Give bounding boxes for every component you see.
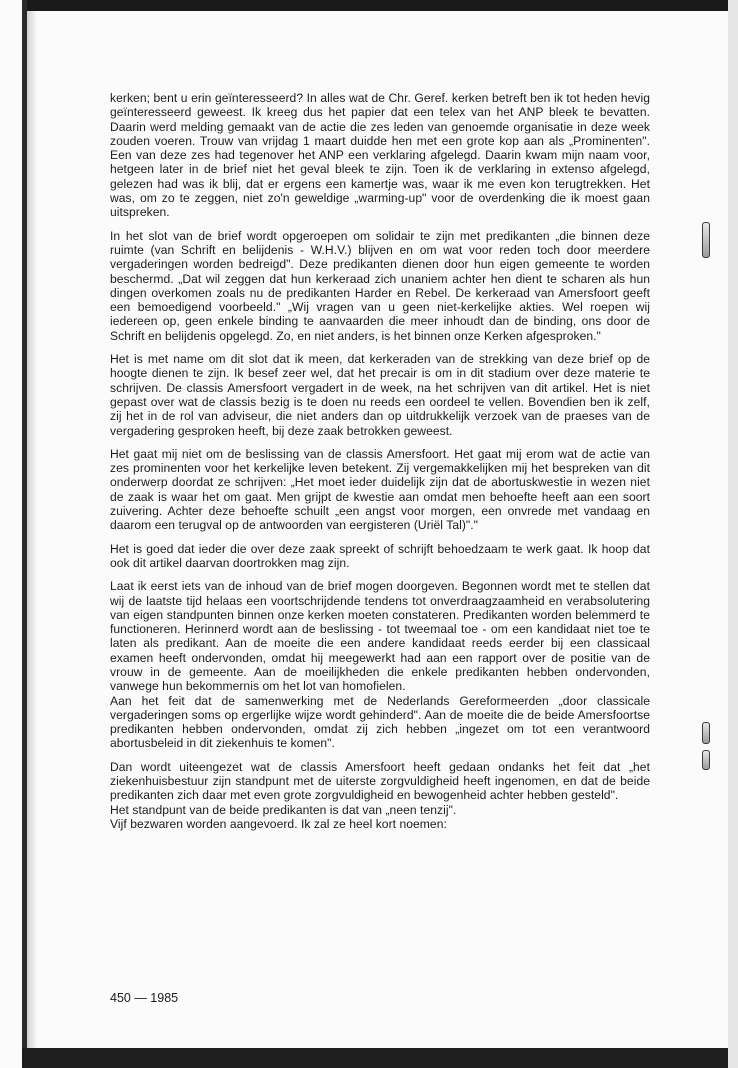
paragraph: In het slot van de brief wordt opgeroepen om solidair te zijn met predikanten „die binnen deze ruimte (van Schrift en belijdenis - W.H.V.) blijven en om wat voor reden toch door meerdere vergaderingen worden bedreigd". Deze predikanten dienen door hun eigen gemeente te worden beschermd. „Dat wil zeggen dat hun kerkeraad zich unaniem achter hen dient te scharen als hun dingen overkomen zoals nu de predikanten Harder en Rebel. De kerkeraad van Amersfoort geeft een bemoedigend voorbeeld." „Wij vragen van u geen niet-kerkelijke akties. Wel roepen wij iedereen op, geen enkele binding te aanvaarden die meer inhoudt dan de binding, ons door de Schrift en belijdenis opgelegd. Zo, en niet anders, is het binnen onze Kerken afgesproken." [110, 228, 650, 343]
paragraph: Het standpunt van de beide predikanten is dat van „neen tenzij". [110, 802, 457, 817]
paragraph: kerken; bent u erin geïnteresseerd? In alles wat de Chr. Geref. kerken betreft ben ik tot heden hevig geïnteresseerd geweest. Ik kreeg dus het papier dat een telex van het ANP bleek te bevatten. Daarin werd melding gemaakt van de actie die zes leden van genoemde organisatie in deze week zouden voeren. Trouw van vrijdag 1 maart duidde hen met een grote kop aan als „Prominenten". Een van deze zes had tegenover het ANP een verklaring afgelegd. Daarin kwam mijn naam voor, hetgeen later in de brief niet het geval bleek te zijn. Toen ik de verklaring in extenso afgelegd, gelezen had was ik blij, dat er ergens een kamertje was, waar ik me even kon terugtrekken. Het was, om zo te zeggen, niet zo'n geweldige „warming-up" voor de overdenking die ik moest gaan uitspreken. [110, 91, 650, 220]
scan-edge-right [728, 0, 738, 1068]
paragraph: Aan het feit dat de samenwerking met de Nederlands Gereformeerden „door classicale vergaderingen soms op ergerlijke wijze wordt gehinderd". Aan de moeite die de beide Amersfoortse predikanten hebben ondervonden, omdat zij zich hebben „ingezet om tot een verantwoord abortusbeleid in dit ziekenhuis te komen". [110, 693, 650, 751]
paragraph: Vijf bezwaren worden aangevoerd. Ik zal ze heel kort noemen: [110, 816, 447, 831]
paragraph: Het is met name om dit slot dat ik meen, dat kerkeraden van de strekking van deze brief op de hoogte dienen te zijn. Ik besef zeer wel, dat het precair is om in dit stadium over deze materie te schrijven. De classis Amersfoort vergadert in de week, na het schrijven van dit artikel. Het is niet gepast over wat de classis bezig is te doen nu reeds een oordeel te vellen. Bovendien ben ik zelf, zij het in de rol van adviseur, die niet anders dan op uitdrukkelijk verzoek van de praeses van de vergadering gesproken heeft, bij deze zaak betrokken geweest. [110, 352, 650, 438]
binding-clip-icon [702, 750, 710, 770]
binding-clip-icon [702, 722, 710, 744]
paragraph: Dan wordt uiteengezet wat de classis Amersfoort heeft gedaan ondanks het feit dat „het ziekenhuisbestuur zijn standpunt met de uiterste zorgvuldigheid heeft ingenomen, en dat de beide predikanten zich daar met even grote zorgvuldigheid en bewogenheid achter hebben gesteld". [110, 759, 650, 803]
paragraph: Laat ik eerst iets van de inhoud van de brief mogen doorgeven. Begonnen wordt met te stellen dat wij de laatste tijd helaas een voortschrijdende tendens tot onverdraagzaamheid en verabsolutering van eigen standpunten binnen onze kerken moeten constateren. Predikanten worden belemmerd te functioneren. Herinnerd wordt aan de beslissing - tot tweemaal toe - om een kandidaat niet toe te laten als predikant. Aan de moeite die een andere kandidaat reeds eerder bij een classicaal examen heeft ondervonden, omdat hij meegewerkt had aan een rapport over de positie van de vrouw in de gemeente. Aan de moeilijkheden die enkele predikanten hebben ondervonden, vanwege hun bekommernis om het lot van homofielen. [110, 579, 650, 694]
paragraph: Het is goed dat ieder die over deze zaak spreekt of schrijft behoedzaam te werk gaat. Ik hoop dat ook dit artikel daarvan doortrokken mag zijn. [110, 541, 650, 570]
article-body [110, 91, 650, 840]
scan-edge-top [22, 0, 738, 11]
scan-edge-bottom [22, 1048, 738, 1068]
binding-shadow [27, 11, 37, 1048]
page-number: 450 — 1985 [110, 991, 179, 1005]
paragraph: Het gaat mij niet om de beslissing van de classis Amersfoort. Het gaat mij erom wat de actie van zes prominenten voor het kerkelijke leven betekent. Zij vergemakkelijken mij het bespreken van dit onderwerp doordat ze schrijven: „Het moet ieder duidelijk zijn dat de abortuskwestie in wezen niet de zaak is waar het om gaat. Men grijpt de kwestie aan omdat men behoefte heeft aan een soort zuivering. Achter deze behoefte schuilt „een angst voor morgen, een onvrede met vandaag en daarom een terugval op de antwoorden van eergisteren (Uriël Tal)"." [110, 446, 650, 533]
binding-clip-icon [702, 222, 710, 258]
